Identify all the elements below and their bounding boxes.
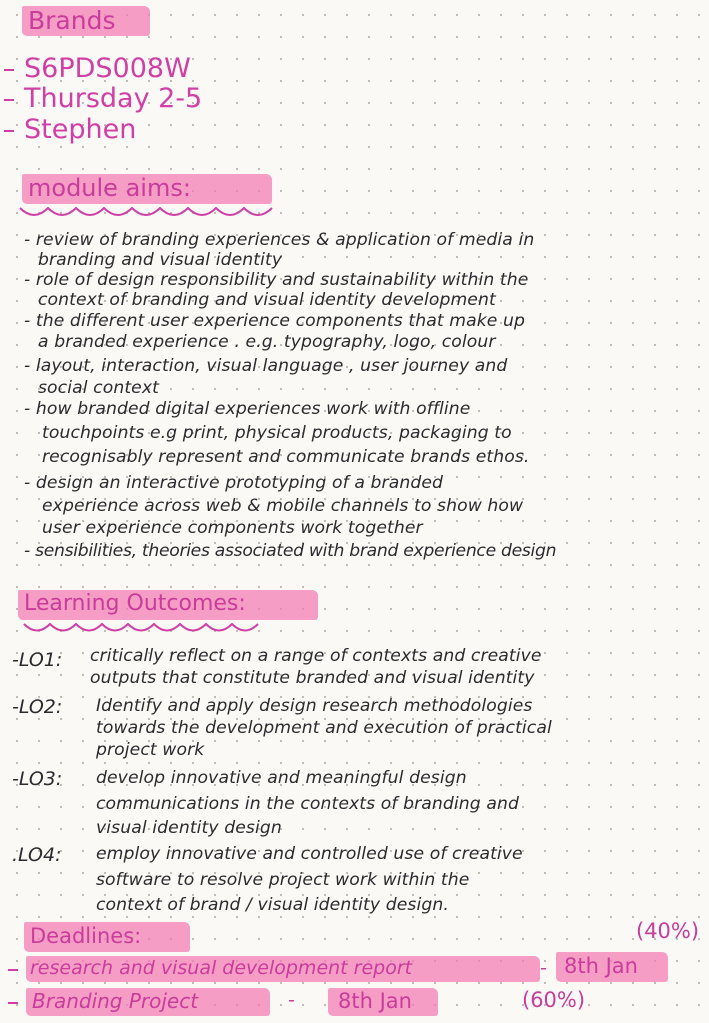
lo3-code: -LO3: [12,768,63,790]
aim-line: - how branded digital experiences work with offline [24,399,471,419]
lo3-line: develop innovative and meaningful design [96,768,467,788]
aim-line: - design an interactive prototyping of a branded [24,473,444,493]
lo2-line: project work [96,740,205,760]
deadline-1-date: 8th Jan [564,954,638,978]
lo4-code: .LO4: [12,844,62,866]
aim-line: touchpoints e.g print, physical products, packaging to [42,423,512,443]
module-aims-heading: module aims: [28,174,191,202]
module-aims-underline [16,202,296,222]
module-code: S6PDS008W [24,53,191,84]
aim-line: - role of design responsibility and sustainability within the [24,270,529,290]
deadline-weight-60: (60%) [522,988,586,1012]
lo1-line: outputs that constitute branded and visual identity [90,668,535,688]
class-time: Thursday 2-5 [24,83,203,114]
lo3-line: communications in the contexts of branding and [96,794,519,814]
aim-line: user experience components work together [42,518,423,538]
aim-line: - sensibilities, theories associated with brand experience design [24,541,557,561]
deadline-2-separator: - [288,989,295,1011]
lo1-code: -LO1: [12,649,63,671]
deadline-2-date: 8th Jan [338,989,412,1013]
bullet-dash [4,69,14,71]
deadline-weight-40: (40%) [636,919,700,943]
lo4-line: software to resolve project work within the [96,870,470,890]
lo2-code: -LO2: [12,696,63,718]
page-title: Brands [28,6,116,35]
aim-line: branding and visual identity [38,250,283,270]
aim-line: experience across web & mobile channels to show how [42,496,524,516]
aim-line: - the different user experience components that make up [24,311,525,331]
deadline-1-label: research and visual development report [30,957,413,979]
lo4-line: context of brand / visual identity design. [96,895,449,915]
deadline-1-separator: - [540,957,547,979]
lo2-line: towards the development and execution of practical [96,718,552,738]
aim-line: social context [38,378,159,398]
aim-line: context of branding and visual identity development [38,290,496,310]
learning-outcomes-underline [20,618,270,638]
aim-line: a branded experience . e.g. typography, logo, colour [38,332,496,352]
aim-line: - review of branding experiences & application of media in [24,230,535,250]
deadline-2-label: Branding Project [32,989,199,1013]
aim-line: - layout, interaction, visual language , user journey and [24,356,508,376]
bullet-dash [4,99,14,101]
bullet-dash [8,1002,18,1004]
tutor-name: Stephen [24,114,137,145]
aim-line: recognisably represent and communicate brands ethos. [42,447,530,467]
bullet-dash [4,130,14,132]
bullet-dash [8,969,18,971]
lo1-line: critically reflect on a range of contexts and creative [90,646,542,666]
deadlines-heading: Deadlines: [30,924,142,948]
lo2-line: Identify and apply design research methodologies [96,696,533,716]
lo4-line: employ innovative and controlled use of creative [96,844,523,864]
learning-outcomes-heading: Learning Outcomes: [24,591,246,616]
lo3-line: visual identity design [96,818,282,838]
